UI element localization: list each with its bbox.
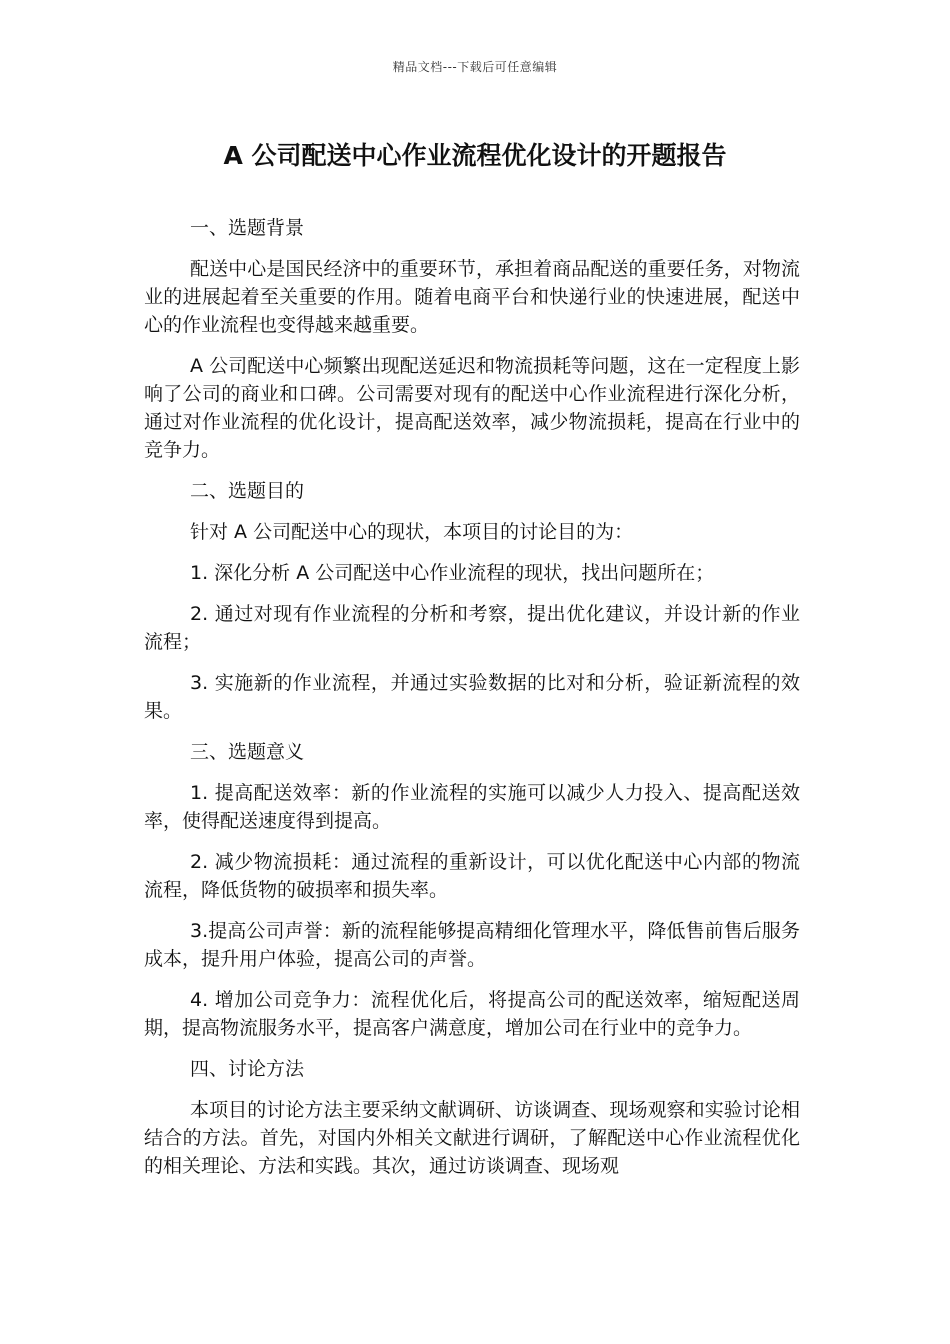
paragraph: 配送中心是国民经济中的重要环节，承担着商品配送的重要任务，对物流业的进展起着至关重要的作用。随着电商平台和快递行业的快速进展，配送中心的作业流程也变得越来越重要。 [144,258,800,336]
list-item: 1. 提高配送效率：新的作业流程的实施可以减少人力投入、提高配送效率，使得配送速度得到提高。 [144,782,800,832]
list-item: 4. 增加公司竞争力：流程优化后，将提高公司的配送效率，缩短配送周期，提高物流服务水平，提高客户满意度，增加公司在行业中的竞争力。 [144,989,800,1039]
section-heading-background: 一、选题背景 [190,217,305,239]
header-note: 精品文档---下载后可任意编辑 [392,60,558,74]
section-heading-significance: 三、选题意义 [190,741,305,763]
paragraph: 针对 A 公司配送中心的现状，本项目的讨论目的为： [190,521,634,543]
section-heading-methods: 四、讨论方法 [190,1058,305,1080]
document-title: A 公司配送中心作业流程优化设计的开题报告 [223,141,727,170]
paragraph: A 公司配送中心频繁出现配送延迟和物流损耗等问题，这在一定程度上影响了公司的商业和口碑。公司需要对现有的配送中心作业流程进行深化分析，通过对作业流程的优化设计，提高配送效率，减少物流损耗，提高在行业中的竞争力。 [144,355,800,461]
list-item: 2. 通过对现有作业流程的分析和考察，提出优化建议，并设计新的作业流程； [144,603,800,653]
section-heading-purpose: 二、选题目的 [190,480,305,502]
list-item: 3.提高公司声誉：新的流程能够提高精细化管理水平，降低售前售后服务成本，提升用户体验，提高公司的声誉。 [144,920,800,970]
list-item: 2. 减少物流损耗：通过流程的重新设计，可以优化配送中心内部的物流流程，降低货物的破损率和损失率。 [144,851,800,901]
paragraph: 本项目的讨论方法主要采纳文献调研、访谈调查、现场观察和实验讨论相结合的方法。首先，对国内外相关文献进行调研，了解配送中心作业流程优化的相关理论、方法和实践。其次，通过访谈调查、现场观 [144,1099,800,1177]
list-item: 1. 深化分析 A 公司配送中心作业流程的现状，找出问题所在； [190,562,715,584]
list-item: 3. 实施新的作业流程，并通过实验数据的比对和分析，验证新流程的效果。 [144,672,800,722]
document-body [144,214,800,1193]
